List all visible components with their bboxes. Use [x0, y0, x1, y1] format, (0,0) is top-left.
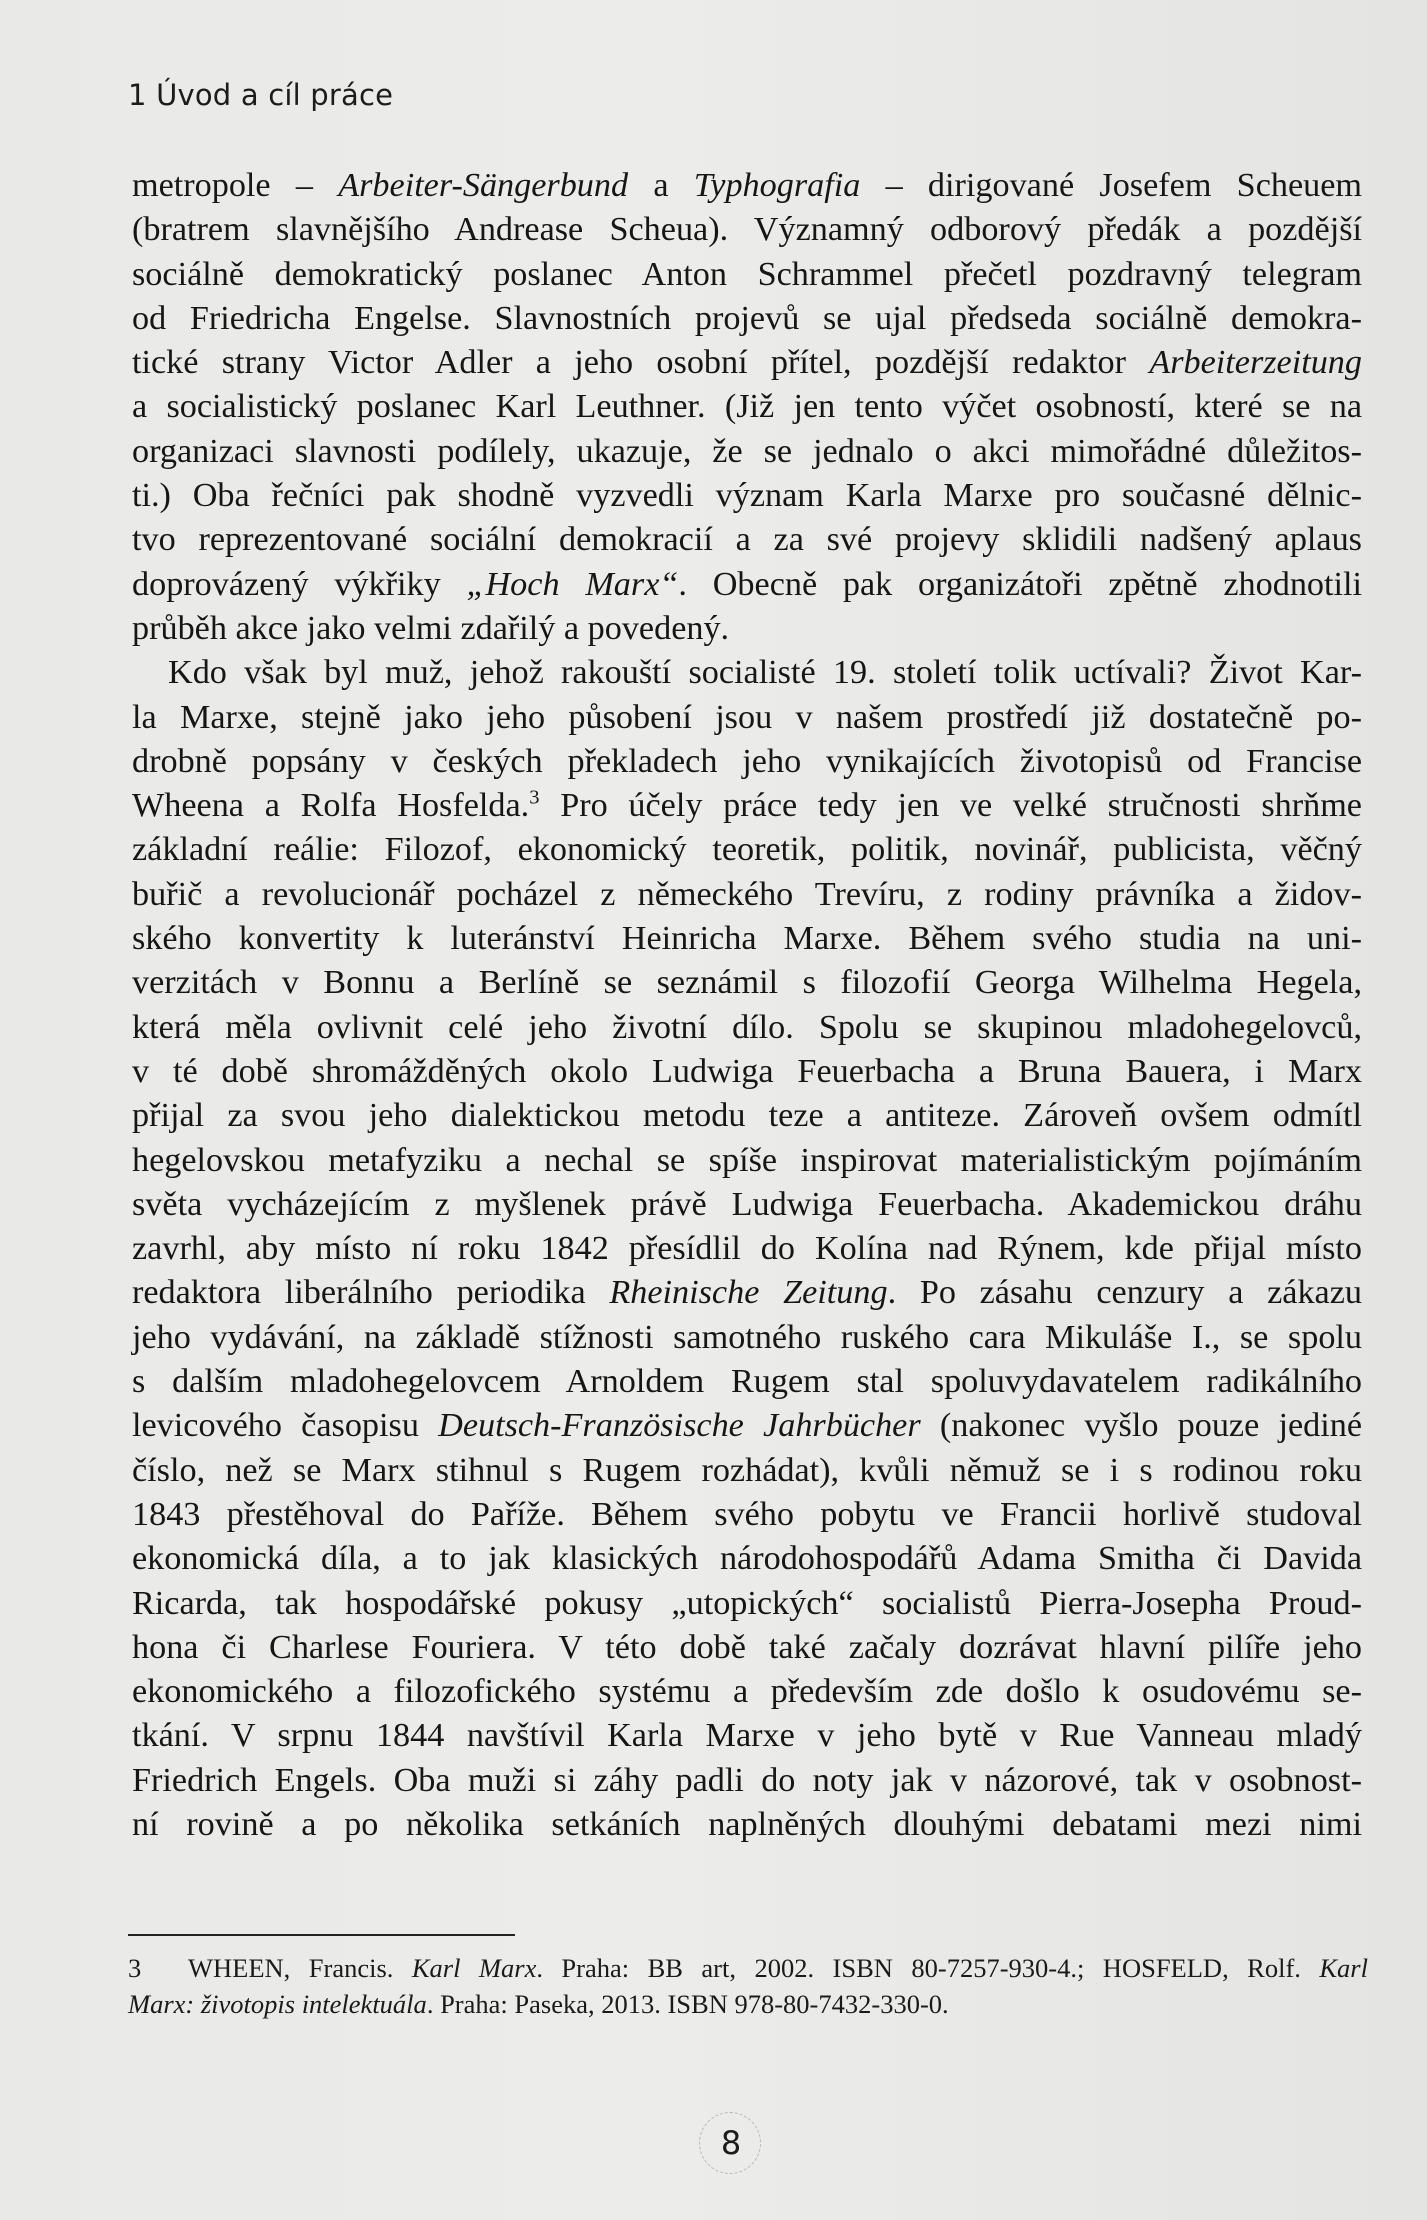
text-line: Friedrich Engels. Oba muži si záhy padli do noty jak v názorové, tak v osobnost- [132, 1761, 1362, 1799]
text-line: levicového časopisu Deutsch-Französische Jahrbücher (nakonec vyšlo pouze jediné [132, 1407, 1362, 1445]
text-line: doprovázený výkřiky „Hoch Marx“. Obecně pak organizátoři zpětně zhodnotili [132, 565, 1362, 603]
text-line: světa vycházejícím z myšlenek právě Ludwiga Feuerbacha. Akademickou dráhu [132, 1185, 1362, 1223]
text-line: hegelovskou metafyziku a nechal se spíše inspirovat materialistickým pojímáním [132, 1141, 1362, 1179]
text-line: organizaci slavnosti podílely, ukazuje, že se jednalo o akci mimořádné důležitos- [132, 432, 1362, 470]
text-line: Wheena a Rolfa Hosfelda.$^3$ Pro účely práce tedy jen ve velké stručnosti shrňme [132, 786, 1362, 825]
text-line: průběh akce jako velmi zdařilý a povedený. [132, 609, 730, 647]
text-line: tické strany Victor Adler a jeho osobní přítel, pozdější redaktor Arbeiterzeitung [132, 344, 1362, 382]
text-line: sociálně demokratický poslanec Anton Schrammel přečetl pozdravný telegram [132, 255, 1362, 293]
footnote-number: 3 [128, 1953, 142, 1983]
text-line: od Friedricha Engelse. Slavnostních projevů se ujal předseda sociálně demokra- [132, 299, 1362, 337]
text-line: číslo, než se Marx stihnul s Rugem rozhádat), kvůli němuž se i s rodinou roku [132, 1451, 1362, 1489]
text-line: 1843 přestěhoval do Paříže. Během svého pobytu ve Francii horlivě studoval [132, 1495, 1362, 1533]
text-line: hona či Charlese Fouriera. V této době také začaly dozrávat hlavní pilíře jeho [132, 1628, 1362, 1666]
footnote-ref: 3 [529, 786, 540, 809]
text-line: a socialistický poslanec Karl Leuthner. (Již jen tento výčet osobností, které se na [132, 388, 1362, 426]
text-line: ekonomického a filozofického systému a především zde došlo k osudovému se- [132, 1673, 1362, 1711]
paragraph [132, 164, 1362, 651]
footnote-rule [128, 1934, 515, 1936]
text-line: Marx: životopis intelektuála. Praha: Paseka, 2013. ISBN 978-80-7432-330-0. [128, 1989, 949, 2019]
page-number-marker [691, 2116, 771, 2176]
text-line: která měla ovlivnit celé jeho životní dílo. Spolu se skupinou mladohegelovců, [132, 1008, 1362, 1046]
text-line: ti.) Oba řečníci pak shodně vyzvedli význam Karla Marxe pro současné dělnic- [132, 477, 1362, 515]
text-line: Kdo však byl muž, jehož rakouští socialisté 19. století tolik uctívali? Život Kar- [168, 654, 1362, 692]
footnote-line: 3 WHEEN, Francis. Karl Marx. Praha: BB art, 2002. ISBN 80-7257-930-4.; HOSFELD, Rolf. Karl [128, 1950, 1368, 1986]
text-line: (bratrem slavnějšího Andrease Scheua). Významný odborový předák a pozdější [132, 211, 1362, 249]
running-head: 1 Úvod a cíl práce [128, 78, 394, 112]
text-line: ní rovině a po několika setkáních naplněných dlouhými debatami mezi nimi [132, 1805, 1362, 1843]
paragraph [132, 651, 1362, 1847]
text-line: verzitách v Bonnu a Berlíně se seznámil s filozofií Georga Wilhelma Hegela, [132, 964, 1362, 1002]
text-line: Ricarda, tak hospodářské pokusy „utopických“ socialistů Pierra-Josepha Proud- [132, 1584, 1362, 1622]
text-line: metropole – Arbeiter-Sängerbund a Typhografia – dirigované Josefem Scheuem [132, 167, 1362, 204]
text-line: s dalším mladohegelovcem Arnoldem Rugem stal spoluvydavatelem radikálního [132, 1363, 1362, 1401]
text-line: základní reálie: Filozof, ekonomický teoretik, politik, novinář, publicista, věčný [132, 831, 1362, 869]
text-line: přijal za svou jeho dialektickou metodu teze a antiteze. Zároveň ovšem odmítl [132, 1097, 1362, 1135]
text-line: jeho vydávání, na základě stížnosti samotného ruského cara Mikuláše I., se spolu [132, 1318, 1362, 1356]
text-line: ekonomická díla, a to jak klasických národohospodářů Adama Smitha či Davida [132, 1540, 1362, 1578]
text-line: la Marxe, stejně jako jeho působení jsou v našem prostředí již dostatečně po- [132, 698, 1362, 736]
text-line: zavrhl, aby místo ní roku 1842 přesídlil do Kolína nad Rýnem, kde přijal místo [132, 1230, 1362, 1268]
page-number: 8 [720, 2124, 742, 2162]
footnote [128, 1950, 1368, 2022]
text-line: tkání. V srpnu 1844 navštívil Karla Marxe v jeho bytě v Rue Vanneau mladý [132, 1717, 1362, 1755]
text-line: buřič a revolucionář pocházel z německého Trevíru, z rodiny právníka a židov- [132, 875, 1362, 913]
text-line: tvo reprezentované sociální demokracií a za své projevy sklidili nadšený aplaus [132, 521, 1362, 559]
body-text [132, 164, 1362, 1847]
text-line: drobně popsány v českých překladech jeho vynikajících životopisů od Francise [132, 742, 1362, 780]
text-line: redaktora liberálního periodika Rheinische Zeitung. Po zásahu cenzury a zákazu [132, 1274, 1362, 1312]
text-line: v té době shromážděných okolo Ludwiga Feuerbacha a Bruna Bauera, i Marx [132, 1052, 1362, 1090]
text-line: ského konvertity k luteránství Heinricha Marxe. Během svého studia na uni- [132, 920, 1362, 958]
